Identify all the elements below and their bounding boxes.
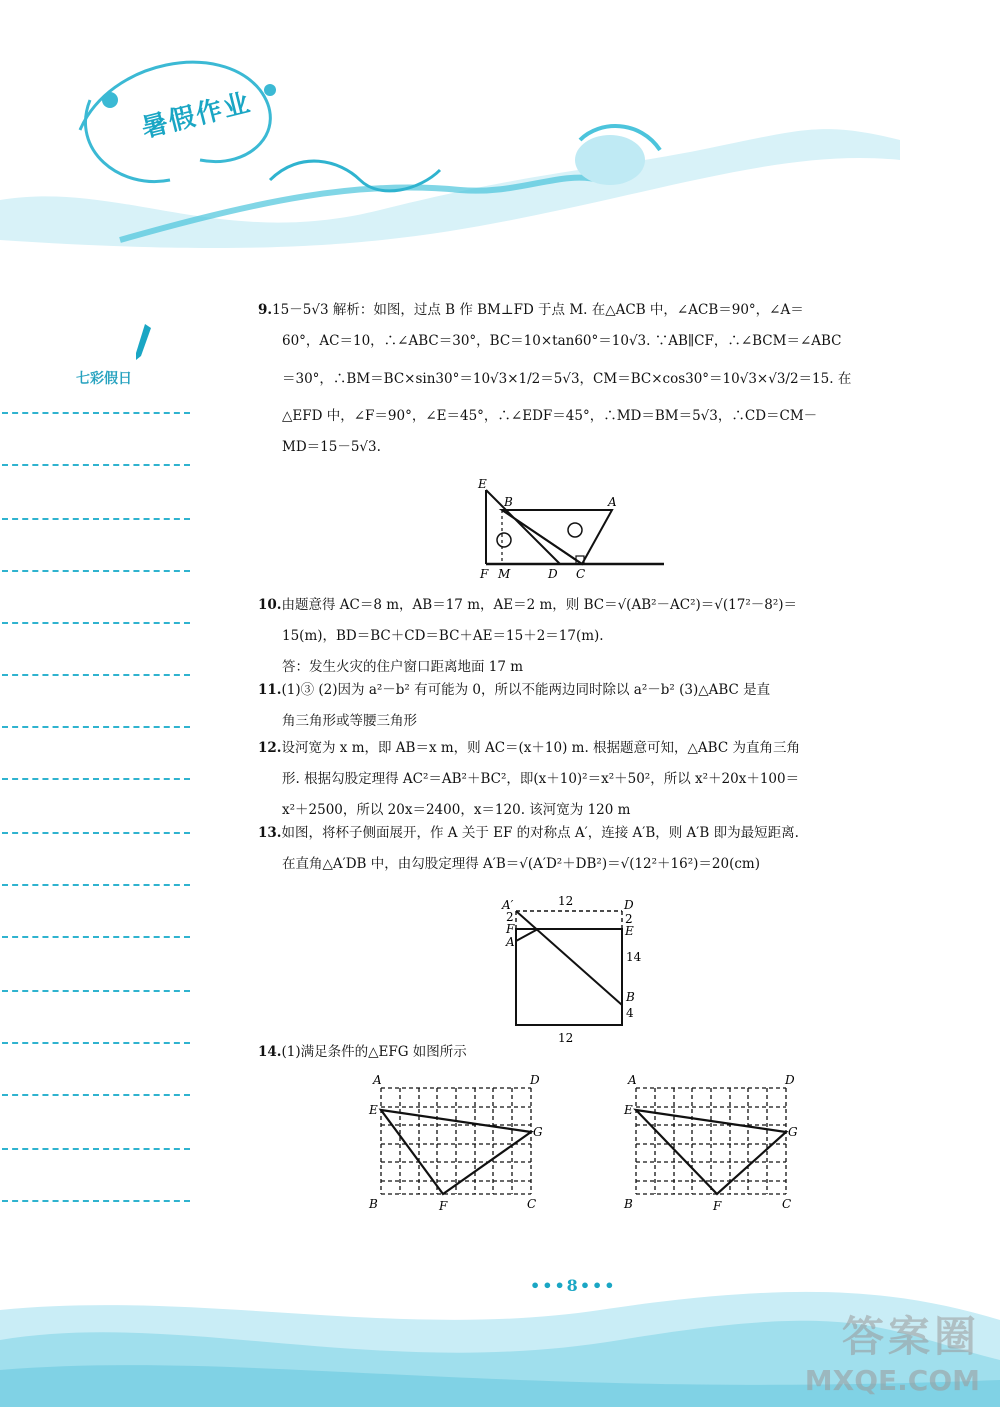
- label-D: D: [530, 1073, 540, 1087]
- q9-figure: [470, 478, 670, 582]
- question-number: 13.: [258, 825, 282, 841]
- label-right-top: 2: [625, 912, 633, 926]
- label-C: C: [576, 567, 586, 581]
- label-E: E: [624, 1103, 633, 1117]
- watermark-url: MXQE.COM: [804, 1364, 980, 1397]
- label-F: F: [506, 922, 515, 936]
- label-left-top: 2: [506, 910, 514, 924]
- answer-line: MD＝15－5√3.: [282, 439, 381, 455]
- note-line: [2, 622, 190, 624]
- question-number: 11.: [258, 682, 282, 698]
- label-bottom-12: 12: [558, 1031, 574, 1045]
- note-line: [2, 1200, 190, 1202]
- question-number: 10.: [258, 597, 282, 613]
- header-banner: [0, 0, 1000, 260]
- label-E: E: [369, 1103, 378, 1117]
- answer-line: (1)③ (2)因为 a²－b² 有可能为 0，所以不能两边同时除以 a²－b² (3)△ABC 是直: [281, 682, 771, 698]
- label-A: A: [628, 1073, 637, 1087]
- label-B: B: [504, 495, 513, 509]
- answer-q14: [258, 1037, 888, 1068]
- answer-line: 如图，将杯子侧面展开，作 A 关于 EF 的对称点 A′，连接 A′B，则 A′B 即为最短距离.: [281, 825, 799, 841]
- answer-line: 15－5√3 解析：如图，过点 B 作 BM⊥FD 于点 M. 在△ACB 中，∠ACB＝90°，∠A＝: [272, 302, 804, 318]
- note-line: [2, 884, 190, 886]
- answer-line: 设河宽为 x m，即 AB＝x m，则 AC＝(x＋10) m. 根据题意可知，△ABC 为直角三角: [281, 740, 800, 756]
- note-line: [2, 1094, 190, 1096]
- answer-line: ＝30°，∴BM＝BC×sin30°＝10√3×1/2＝5√3，CM＝BC×cos30°＝10√3×√3/2＝15. 在: [282, 371, 852, 387]
- answer-q12: [258, 733, 888, 826]
- note-line: [2, 464, 190, 466]
- label-C: C: [527, 1197, 537, 1211]
- label-D: D: [548, 567, 558, 581]
- answer-line: 在直角△A′DB 中，由勾股定理得 A′B＝√(A′D²＋DB²)＝√(12²＋16²)＝20(cm): [282, 856, 760, 872]
- q14-figure-left: [365, 1070, 550, 1215]
- label-A: A: [608, 495, 617, 509]
- note-line: [2, 726, 190, 728]
- note-line: [2, 936, 190, 938]
- q14-figure-right: [620, 1070, 805, 1215]
- note-line: [2, 778, 190, 780]
- note-line: [2, 990, 190, 992]
- note-line: [2, 1148, 190, 1150]
- answer-line: 60°，AC＝10，∴∠ABC＝30°，BC＝10×tan60°＝10√3. ∵AB∥CF，∴∠BCM＝∠ABC: [282, 333, 842, 349]
- label-G: G: [788, 1125, 798, 1139]
- note-line: [2, 518, 190, 520]
- question-number: 9.: [258, 302, 273, 318]
- side-label: 七彩假日: [76, 371, 132, 387]
- label-top-12: 12: [558, 894, 574, 908]
- label-M: M: [498, 567, 511, 581]
- label-F: F: [480, 567, 489, 581]
- q13-figure: [498, 893, 648, 1045]
- note-line: [2, 1042, 190, 1044]
- answer-q13: [258, 818, 888, 880]
- label-A: A: [373, 1073, 382, 1087]
- question-number: 12.: [258, 740, 282, 756]
- answer-line: 由题意得 AC＝8 m，AB＝17 m，AE＝2 m，则 BC＝√(AB²－AC²)＝√(17²－8²)＝: [281, 597, 798, 613]
- answer-line: x²＋2500，所以 20x＝2400，x＝120. 该河宽为 120 m: [282, 802, 631, 818]
- label-B: B: [626, 990, 635, 1004]
- label-F: F: [713, 1199, 722, 1213]
- answer-line: △EFD 中，∠F＝90°，∠E＝45°，∴∠EDF＝45°，∴MD＝BM＝5√3，∴CD＝CM－: [282, 408, 818, 424]
- note-line: [2, 674, 190, 676]
- label-A: A: [506, 935, 515, 949]
- label-14: 14: [626, 950, 642, 964]
- note-line: [2, 412, 190, 414]
- answer-line: 答：发生火灾的住户窗口距离地面 17 m: [282, 659, 524, 675]
- label-D: D: [785, 1073, 795, 1087]
- pen-icon: [133, 322, 153, 362]
- answer-q9: [258, 295, 888, 463]
- banner-title: 暑假作业: [138, 87, 255, 145]
- question-number: 14.: [258, 1044, 282, 1060]
- note-line: [2, 570, 190, 572]
- label-B: B: [369, 1197, 378, 1211]
- note-line: [2, 832, 190, 834]
- answer-q10: [258, 590, 888, 683]
- answer-line: 角三角形或等腰三角形: [282, 713, 417, 729]
- label-A-prime: A′: [502, 898, 514, 912]
- answer-q11: [258, 675, 888, 737]
- answer-line: 形. 根据勾股定理得 AC²＝AB²＋BC²，即(x＋10)²＝x²＋50²，所以 x²＋20x＋100＝: [282, 771, 800, 787]
- label-E: E: [478, 478, 487, 491]
- label-G: G: [533, 1125, 543, 1139]
- watermark-logo-text: 答案圈: [841, 1312, 980, 1361]
- label-4: 4: [626, 1006, 634, 1020]
- label-D: D: [624, 898, 634, 912]
- label-C: C: [782, 1197, 792, 1211]
- label-B: B: [624, 1197, 633, 1211]
- watermark: [805, 1304, 980, 1397]
- answer-line: (1)满足条件的△EFG 如图所示: [281, 1044, 467, 1060]
- page-number: •••8•••: [530, 1276, 617, 1295]
- answer-line: 15(m)，BD＝BC＋CD＝BC＋AE＝15＋2＝17(m).: [282, 628, 604, 644]
- label-F: F: [439, 1199, 448, 1213]
- label-E: E: [625, 924, 634, 938]
